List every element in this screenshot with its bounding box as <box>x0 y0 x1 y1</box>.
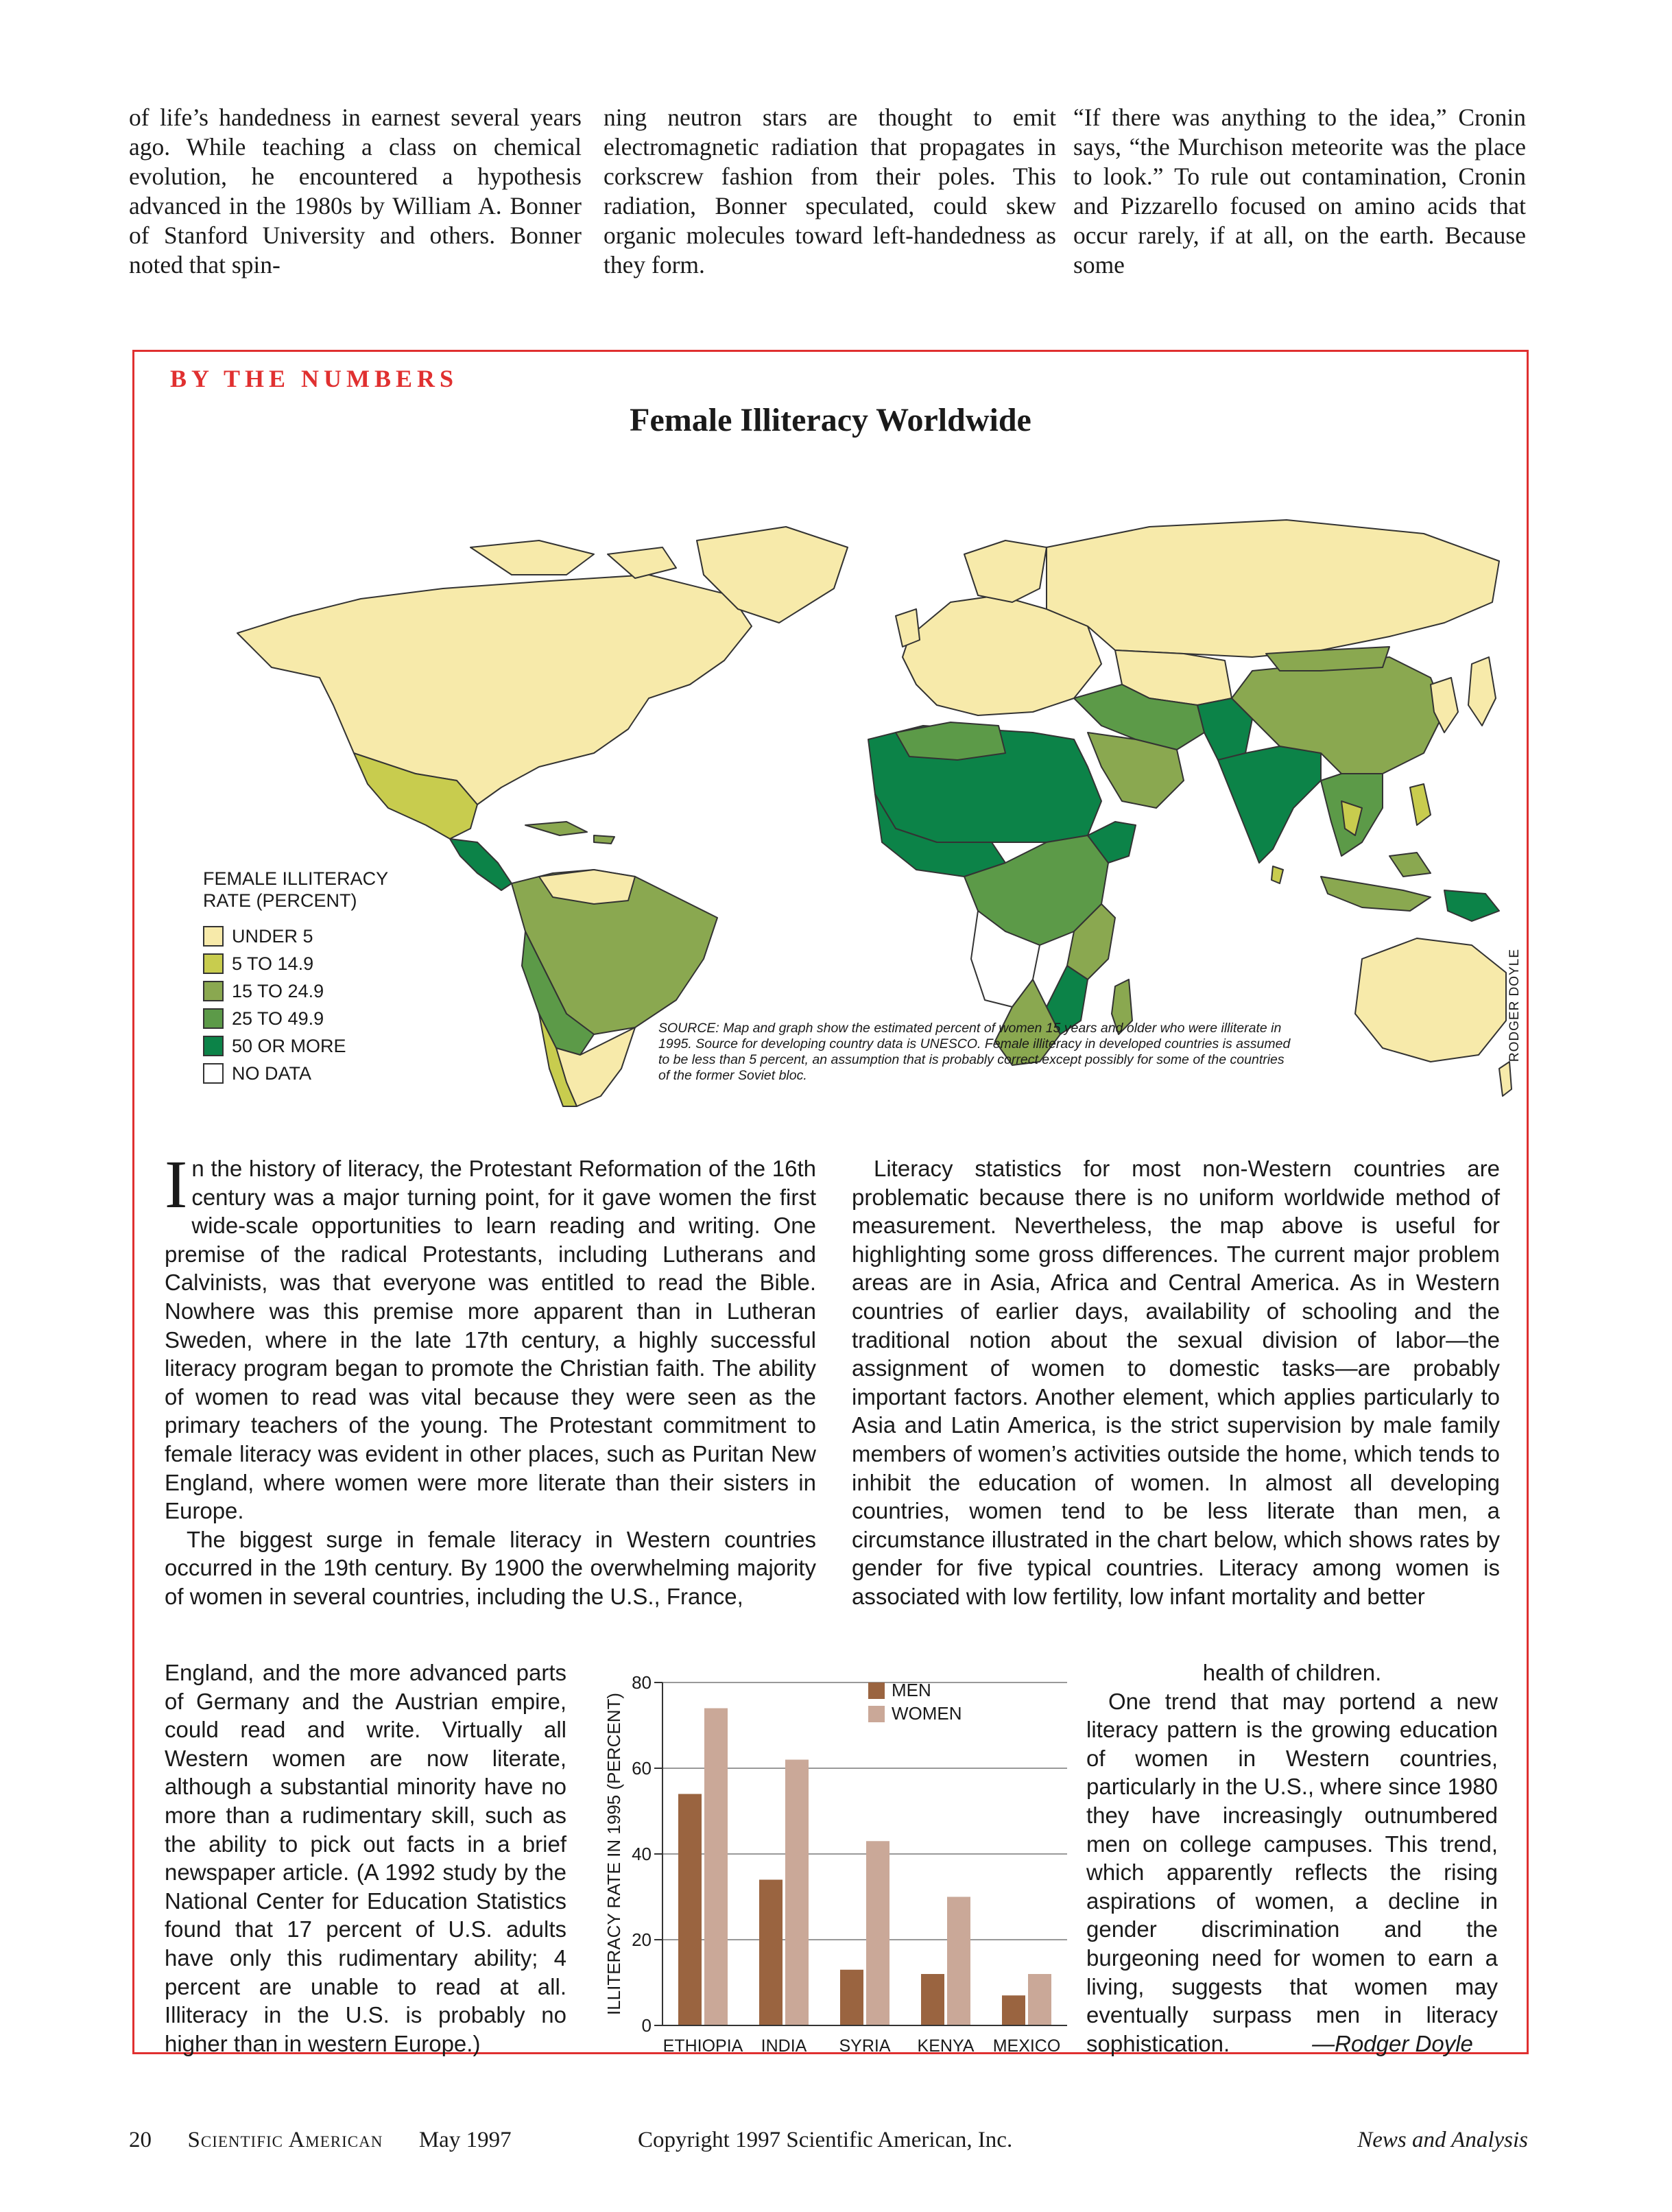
legend-item-50-or-more <box>203 1032 388 1060</box>
map-indonesia <box>1321 853 1431 911</box>
bar-men-india <box>759 1880 783 2026</box>
chart-legend <box>868 1680 962 1724</box>
legend-label: 15 TO 24.9 <box>232 980 324 1001</box>
top-column-1 <box>129 103 582 280</box>
magazine-name: Scientific American <box>187 2128 383 2152</box>
map-arctic-islands <box>470 540 676 578</box>
map-central-america <box>450 839 512 890</box>
section-name: News and Analysis <box>1357 2128 1528 2152</box>
legend-item-5-to-14-9 <box>203 950 388 977</box>
map-russia <box>1047 520 1499 657</box>
article-right-narrow-column <box>1086 1658 1498 2058</box>
chart-x-tick-label: SYRIA <box>839 2036 891 2056</box>
article-paragraph-4 <box>1086 1687 1498 2058</box>
bar-men-syria <box>840 1970 863 2025</box>
top-column-2 <box>604 103 1056 280</box>
chart-legend-swatch <box>868 1706 885 1722</box>
illiteracy-bar-chart <box>587 1669 1081 2060</box>
article-right-column <box>852 1154 1500 1611</box>
article-paragraph-4-text: One trend that may portend a new literacy pattern is the growing education of women in Western countries, particularly in the U.S., where since 1980 they have increasingly outnumbered men on college campuses. This trend, which apparently reflects the rising aspirations of women, a decline in gender discrimination and the burgeoning need for women to earn a living, suggests that women may eventually surpass men in literacy sophistication. <box>1086 1688 1498 2056</box>
map-scandinavia <box>964 540 1047 602</box>
legend-label: 25 TO 49.9 <box>232 1008 324 1029</box>
map-sri-lanka <box>1271 866 1283 883</box>
map-source-note: SOURCE: Map and graph show the estimated percent of women 15 years and older who were illiterate in 1995. Source for developing country data is UNESCO. Female illiteracy in developed countries is assumed to be less than 5 percent, an assumption that is probably correct except possibly for some of the countries of the former Soviet bloc. <box>658 1021 1291 1083</box>
map-india <box>1218 746 1321 863</box>
chart-x-tick-label: MEXICO <box>992 2036 1061 2056</box>
legend-swatch <box>203 926 224 947</box>
issue-date: May 1997 <box>418 2128 512 2152</box>
chart-y-tick-label: 40 <box>632 1844 652 1864</box>
chart-y-axis-label: ILLITERACY RATE IN 1995 (PERCENT) <box>604 1692 624 2016</box>
legend-label: NO DATA <box>232 1062 312 1084</box>
legend-swatch <box>203 1036 224 1056</box>
map-title: Female Illiteracy Worldwide <box>630 402 1031 438</box>
map-australia <box>1355 938 1506 1062</box>
chart-bars <box>678 1709 1051 2026</box>
legend-swatch <box>203 953 224 974</box>
legend-swatch <box>203 981 224 1001</box>
bar-women-india <box>785 1760 809 2026</box>
map-new-zealand <box>1499 1062 1512 1096</box>
chart-x-tick-label: KENYA <box>917 2036 975 2056</box>
bar-women-kenya <box>947 1897 970 2026</box>
chart-legend-label: WOMEN <box>892 1703 962 1724</box>
bar-women-mexico <box>1028 1974 1051 2025</box>
legend-item-25-to-49-9 <box>203 1005 388 1032</box>
legend-swatch <box>203 1008 224 1029</box>
bar-women-ethiopia <box>704 1709 728 2026</box>
map-japan-korea <box>1431 657 1496 733</box>
bar-men-ethiopia <box>678 1794 702 2026</box>
chart-x-tick-label: INDIA <box>761 2036 807 2056</box>
legend-item-15-to-24-9 <box>203 977 388 1005</box>
article-paragraph-2-continued: England, and the more advanced parts of Germany and the Austrian empire, could read and write. Virtually all Western women are now literate, although a substantial minority have no more than a rudimentary skill, such as the ability to pick out facts in a brief newspaper article. (A 1992 study by the National Center for Education Statistics found that 17 percent of U.S. adults have only this rudimentary ability; 4 percent are unable to read at all. Illiteracy in the U.S. is probably no higher than in western Europe.) <box>165 1660 566 2056</box>
legend-title-line1: FEMALE ILLITERACY <box>203 868 389 889</box>
map-north-america <box>237 575 752 805</box>
chart-y-tick-label: 80 <box>632 1672 652 1693</box>
map-philippines <box>1410 784 1431 825</box>
article-left-narrow-column <box>165 1658 566 2058</box>
article-paragraph-2: The biggest surge in female literacy in Western countries occurred in the 19th century. By 1900 the overwhelming majority of women in several countries, including the U.S., France, <box>165 1526 816 1609</box>
legend-label: 50 OR MORE <box>232 1035 346 1056</box>
bar-women-syria <box>866 1841 889 2025</box>
legend-item-under-5 <box>203 923 388 950</box>
chart-x-tick-label: ETHIOPIA <box>662 2036 743 2056</box>
illustrator-credit: RODGER DOYLE <box>1507 949 1522 1062</box>
page-number: 20 <box>129 2128 152 2152</box>
author-signature: —Rodger Doyle <box>1312 2030 1473 2056</box>
top-column-2-text: ning neutron stars are thought to emit electromagnetic radiation that propagates in corkscrew fashion from their poles. This radiation, Bonner speculated, could skew organic molecules toward left-handedness as they form. <box>604 104 1056 278</box>
article-paragraph-3: Literacy statistics for most non-Western countries are problematic because there is no uniform worldwide method of measurement. Nevertheless, the map above is useful for highlighting some gross differences. The current major problem areas are in Asia, Africa and Central America. As in Western countries of earlier days, availability of schooling and the traditional notion about the sexual division of labor—the assignment of women to domestic tasks—are probably important factors. Another element, which applies particularly to Asia and Latin America, is the strict supervision by male family members of women’s activities outside the home, which tends to inhibit the education of women. In almost all developing countries, women tend to be less literate than men, a circumstance illustrated in the chart below, which shows rates by gender for five typical countries. Literacy among women is associated with low fertility, low infant mortality and better <box>852 1156 1500 1609</box>
article-left-column <box>165 1146 816 1611</box>
chart-legend-label: MEN <box>892 1680 931 1700</box>
article-paragraph-1 <box>165 1146 816 1525</box>
legend-label: UNDER 5 <box>232 925 313 947</box>
article-paragraph-1-text: n the history of literacy, the Protestant Reformation of the 16th century was a major turning point, for it gave women the first wide-scale opportunities to learn reading and writing. One premise of the radical Protestants, including Lutherans and Calvinists, was that everyone was entitled to read the Bible. Nowhere was this premise more apparent than in Lutheran Sweden, where in the late 17th century, a highly successful literacy program began to promote the Christian faith. The ability of women to read was vital because they were seen as the primary teachers of the young. The Protestant commitment to female literacy was evident in other places, such as Puritan New England, where women were more literate than their sisters in Europe. <box>165 1156 816 1524</box>
bar-men-kenya <box>921 1974 944 2025</box>
legend-swatch <box>203 1063 224 1084</box>
by-the-numbers-sidebar <box>132 350 1529 2054</box>
chart-legend-swatch <box>868 1682 885 1699</box>
legend-label: 5 TO 14.9 <box>232 953 314 974</box>
top-column-3-text: “If there was anything to the idea,” Cronin says, “the Murchison meteorite was the place to look.” To rule out contamination, Cronin and Pizzarello focused on amino acids that occur rarely, if at all, on the earth. Because some <box>1073 104 1526 278</box>
bar-men-mexico <box>1002 1995 1025 2025</box>
map-caribbean <box>525 822 614 844</box>
map-uk <box>896 609 920 647</box>
map-legend <box>203 868 388 1087</box>
top-column-1-text: of life’s handedness in earnest several years ago. While teaching a class on chemical evolution, he encountered a hypothesis advanced in the 1980s by William A. Bonner of Stanford University and others. Bonner noted that spin- <box>129 104 582 278</box>
copyright-notice: Copyright 1997 Scientific American, Inc. <box>638 2128 1013 2152</box>
legend-title-line2: RATE (PERCENT) <box>203 890 357 911</box>
top-column-3 <box>1073 103 1526 280</box>
sidebar-kicker: BY THE NUMBERS <box>170 365 459 392</box>
chart-y-tick-label: 0 <box>641 2015 652 2036</box>
chart-y-tick-label: 60 <box>632 1758 652 1779</box>
map-papua <box>1444 890 1499 921</box>
chart-y-tick-label: 20 <box>632 1929 652 1950</box>
drop-cap: I <box>165 1146 188 1222</box>
footer-left <box>129 2128 512 2153</box>
legend-item-no-data <box>203 1060 388 1087</box>
legend-title <box>203 868 388 912</box>
article-paragraph-3-continued: health of children. <box>1202 1660 1382 1685</box>
